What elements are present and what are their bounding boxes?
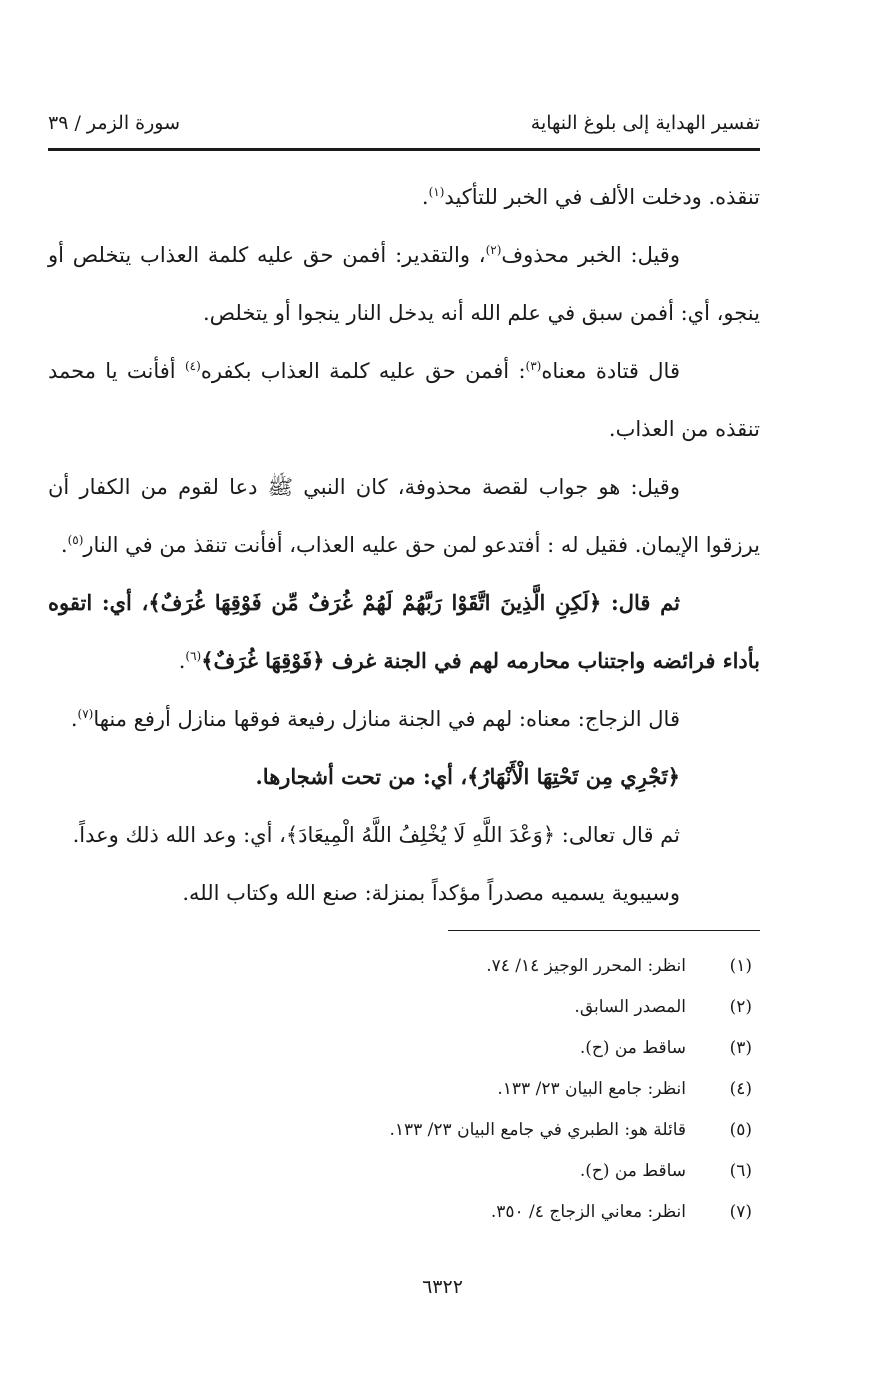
footnote-2: (٢) المصدر السابق.: [574, 997, 752, 1017]
footnotes: [48, 946, 760, 1233]
footnote-3: (٣) ساقط من (ح).: [579, 1038, 752, 1058]
paragraph-9: وسيبوية يسميه مصدراً مؤكداً بمنزلة: صنع الله وكتاب الله.: [182, 881, 680, 905]
paragraph-8: ثم قال تعالى: ﴿وَعْدَ اللَّهِ لَا يُخْلِفُ اللَّهُ الْمِيعَادَ﴾، أي: وعد الله ذلك وعداً.: [72, 823, 680, 847]
footnote-ref-5: (٥): [67, 533, 84, 547]
footnote-ref-3: (٣): [525, 359, 542, 373]
footnote-1: (١) انظر: المحرر الوجيز ١٤/ ٧٤.: [486, 956, 752, 976]
footnote-5: (٥) قائلة هو: الطبري في جامع البيان ٢٣/ ١٣٣.: [389, 1120, 752, 1140]
footnote-7: (٧) انظر: معاني الزجاج ٤/ ٣٥٠.: [490, 1202, 752, 1222]
footnote-ref-2: (٢): [485, 243, 502, 257]
paragraph-1: تنقذه. ودخلت الألف في الخبر للتأكيد$^{(١)}$.: [421, 185, 760, 209]
footnote-6: (٦) ساقط من (ح).: [579, 1161, 752, 1181]
footnote-ref-6: (٦): [185, 649, 202, 663]
page-number: ٦٣٢٢: [422, 1276, 463, 1298]
main-text: [48, 168, 760, 922]
header-divider: [48, 148, 760, 151]
paragraph-7: ﴿تَجْرِي مِن تَحْتِهَا الْأَنْهَارُ﴾، أي: من تحت أشجارها.: [255, 764, 680, 789]
paragraph-3: قال قتادة معناه$^{(٣)}$: أفمن حق عليه كلمة العذاب بكفره$^{(٤)}$ أفأنت يا محمد تنقذه من العذاب.: [48, 359, 760, 441]
footnote-divider: [448, 930, 760, 931]
paragraph-4: وقيل: هو جواب لقصة محذوفة، كان النبي ﷺ دعا لقوم من الكفار أن يرزقوا الإيمان. فقيل له : أفتدعو لمن حق عليه العذاب، أفأنت تنقذ من في النار$^{(٥)}$.: [48, 475, 760, 557]
running-header: [48, 112, 760, 148]
paragraph-6: قال الزجاج: معناه: لهم في الجنة منازل رفيعة فوقها منازل أرفع منها$^{(٧)}$.: [70, 707, 680, 731]
footnote-ref-1: (١): [428, 185, 445, 199]
book-title: تفسير الهداية إلى بلوغ النهاية: [530, 112, 760, 134]
footnote-4: (٤) انظر: جامع البيان ٢٣/ ١٣٣.: [497, 1079, 752, 1099]
paragraph-5: ثم قال: ﴿لَكِنِ الَّذِينَ اتَّقَوْا رَبَّهُمْ لَهُمْ غُرَفٌ مِّن فَوْقِهَا غُرَفٌ﴾، أي: اتقوه بأداء فرائضه واجتناب محارمه لهم في الجنة غرف ﴿فَوْقِهَا غُرَفٌ﴾$^{(٦)}$.: [48, 590, 760, 673]
surah-label: سورة الزمر / ٣٩: [48, 112, 181, 134]
paragraph-2: وقيل: الخبر محذوف$^{(٢)}$، والتقدير: أفمن حق عليه كلمة العذاب يتخلص أو ينجو، أي: أفمن سبق في علم الله أنه يدخل النار ينجوا أو يتخلص.: [48, 243, 760, 325]
footnote-ref-7: (٧): [77, 707, 94, 721]
footnote-ref-4: (٤): [184, 359, 201, 373]
